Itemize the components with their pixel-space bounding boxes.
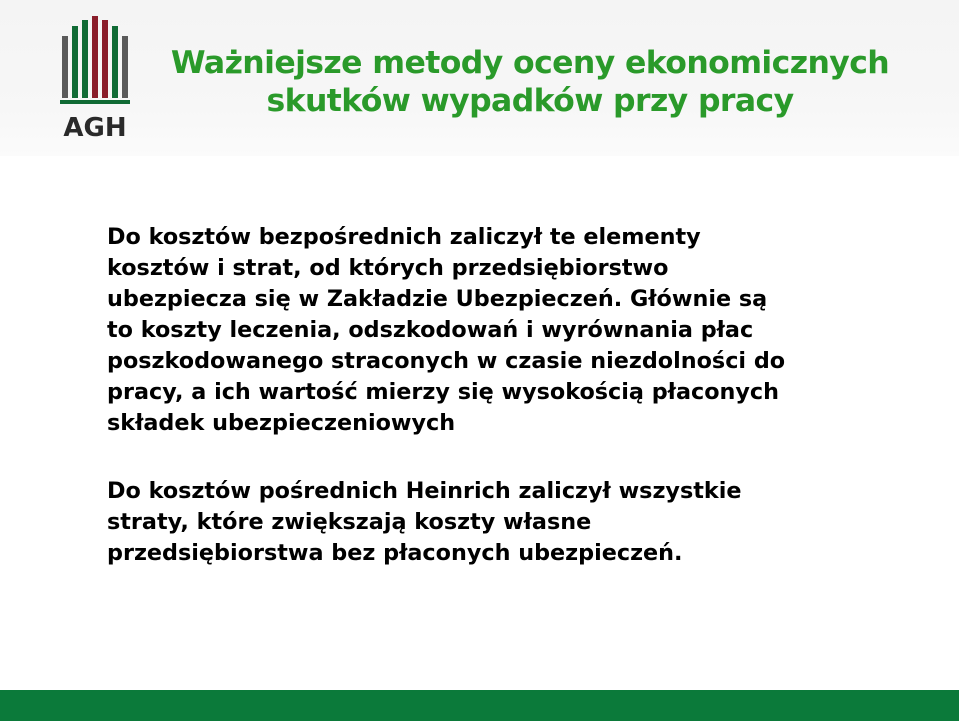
text-line: straty, które zwiększają koszty własne <box>107 509 592 535</box>
logo-gray-pillar-right <box>122 36 128 98</box>
text-line: Do kosztów pośrednich Heinrich zaliczył wszystkie <box>107 478 742 504</box>
logo-green-bar-2 <box>82 20 88 98</box>
agh-logo <box>52 14 132 142</box>
paragraph-direct-costs <box>107 222 907 439</box>
logo-green-bar-1 <box>72 26 78 98</box>
logo-base <box>60 100 130 104</box>
logo-gray-pillar-left <box>62 36 68 98</box>
text-line: kosztów i strat, od których przedsiębiorstwo <box>107 255 669 281</box>
paragraph-indirect-costs <box>107 476 907 569</box>
text-line: ubezpiecza się w Zakładzie Ubezpieczeń. Głównie są <box>107 286 768 312</box>
text-line: składek ubezpieczeniowych <box>107 410 456 436</box>
text-line: to koszty leczenia, odszkodowań i wyrównania płac <box>107 317 754 343</box>
logo-red-bar-1 <box>92 16 98 98</box>
text-line: Do kosztów bezpośrednich zaliczył te elementy <box>107 224 701 250</box>
logo-green-bar-3 <box>112 26 118 98</box>
text-line: poszkodowanego straconych w czasie niezdolności do <box>107 348 786 374</box>
page-title <box>150 44 910 120</box>
logo-red-bar-2 <box>102 20 108 98</box>
logo-text: AGH <box>63 113 127 142</box>
text-line: przedsiębiorstwa bez płaconych ubezpieczeń. <box>107 540 683 566</box>
text-line: pracy, a ich wartość mierzy się wysokością płaconych <box>107 379 780 405</box>
footer-bar <box>0 690 959 721</box>
title-line: Ważniejsze metody oceny ekonomicznych <box>170 45 890 81</box>
title-line: skutków wypadków przy pracy <box>266 83 794 119</box>
